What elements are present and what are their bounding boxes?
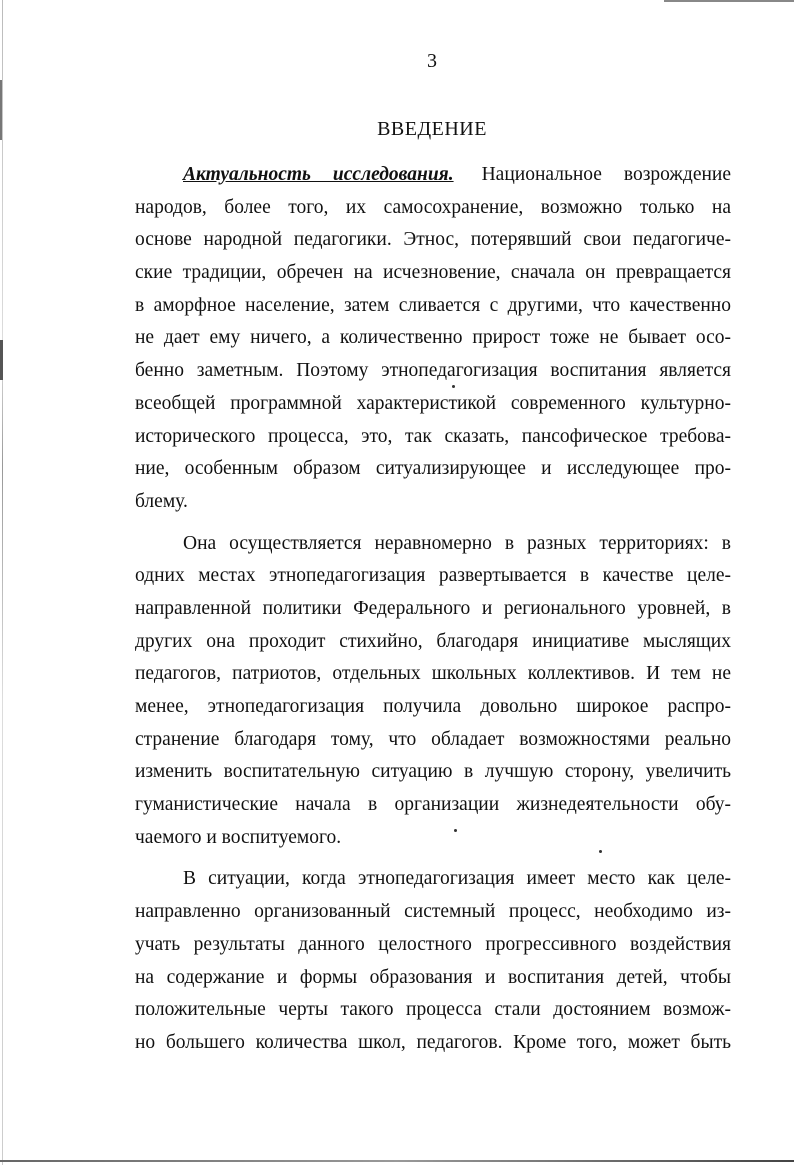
text-line: В ситуации, когда этнопедагогизация имеет место как целе-: [183, 868, 731, 890]
text-line: всеобщей программной характеристикой современного культурно-: [135, 392, 731, 414]
paragraph: [135, 159, 731, 519]
text-line: положительные черты такого процесса стали достоянием возмож-: [135, 999, 731, 1021]
text-line: [135, 159, 731, 192]
text-line: основе народной педагогики. Этнос, потерявший свои педагогиче-: [135, 229, 731, 251]
body-text: [135, 159, 731, 1060]
paragraph: [135, 528, 731, 855]
text-line: учать результаты данного целостного прогрессивного воздействия: [135, 933, 731, 955]
text-line: ние, особенным образом ситуализирующее и исследующее про-: [135, 458, 731, 480]
text-fragment: Национальное возрождение: [481, 164, 731, 185]
text-line: педагогов, патриотов, отдельных школьных коллективов. И тем не: [135, 663, 731, 685]
scan-mark: [0, 340, 3, 380]
page-number: 3: [427, 50, 437, 72]
text-line: но большего количества школ, педагогов. Кроме того, может быть: [135, 1031, 731, 1053]
text-line: направленно организованный системный процесс, необходимо из-: [135, 901, 731, 923]
text-line: странение благодаря тому, что обладает возможностями реально: [135, 728, 731, 750]
scan-edge-left: [2, 0, 3, 1165]
text-line: изменить воспитательную ситуацию в лучшую сторону, увеличить: [135, 761, 731, 783]
text-line: одних местах этнопедагогизация развертывается в качестве целе-: [135, 565, 731, 587]
text-line: исторического процесса, это, так сказать, пансофическое требова-: [135, 425, 731, 447]
text-line: чаемого и воспитуемого.: [135, 826, 342, 848]
text-line: менее, этнопедагогизация получила довольно широкое распро-: [135, 696, 731, 717]
text-line: гуманистические начала в организации жизнедеятельности обу-: [135, 794, 731, 816]
text-line: ские традиции, обречен на исчезновение, сначала он превращается: [135, 262, 731, 284]
scan-edge-top: [664, 0, 794, 2]
text-line: Она осуществляется неравномерно в разных территориях: в: [183, 532, 731, 554]
scan-edge-bottom: [0, 1160, 794, 1162]
paragraph: [135, 863, 731, 1059]
text-line: народов, более того, их самосохранение, возможно только на: [135, 196, 731, 218]
text-line: не дает ему ничего, а количественно прирост тоже не бывает осо-: [135, 327, 731, 349]
section-heading: ВВЕДЕНИЕ: [377, 118, 487, 140]
text-line: других она проходит стихийно, благодаря инициативе мыслящих: [135, 630, 731, 652]
text-line: блему.: [135, 490, 188, 512]
text-line: в аморфное население, затем сливается с другими, что качественно: [135, 294, 731, 316]
text-line: на содержание и формы образования и воспитания детей, чтобы: [135, 966, 731, 988]
text-line: бенно заметным. Поэтому этнопедагогизация воспитания является: [135, 360, 731, 382]
emphasis-lead: Актуальность исследования.: [183, 164, 454, 185]
text-line: направленной политики Федерального и регионального уровней, в: [135, 597, 731, 619]
